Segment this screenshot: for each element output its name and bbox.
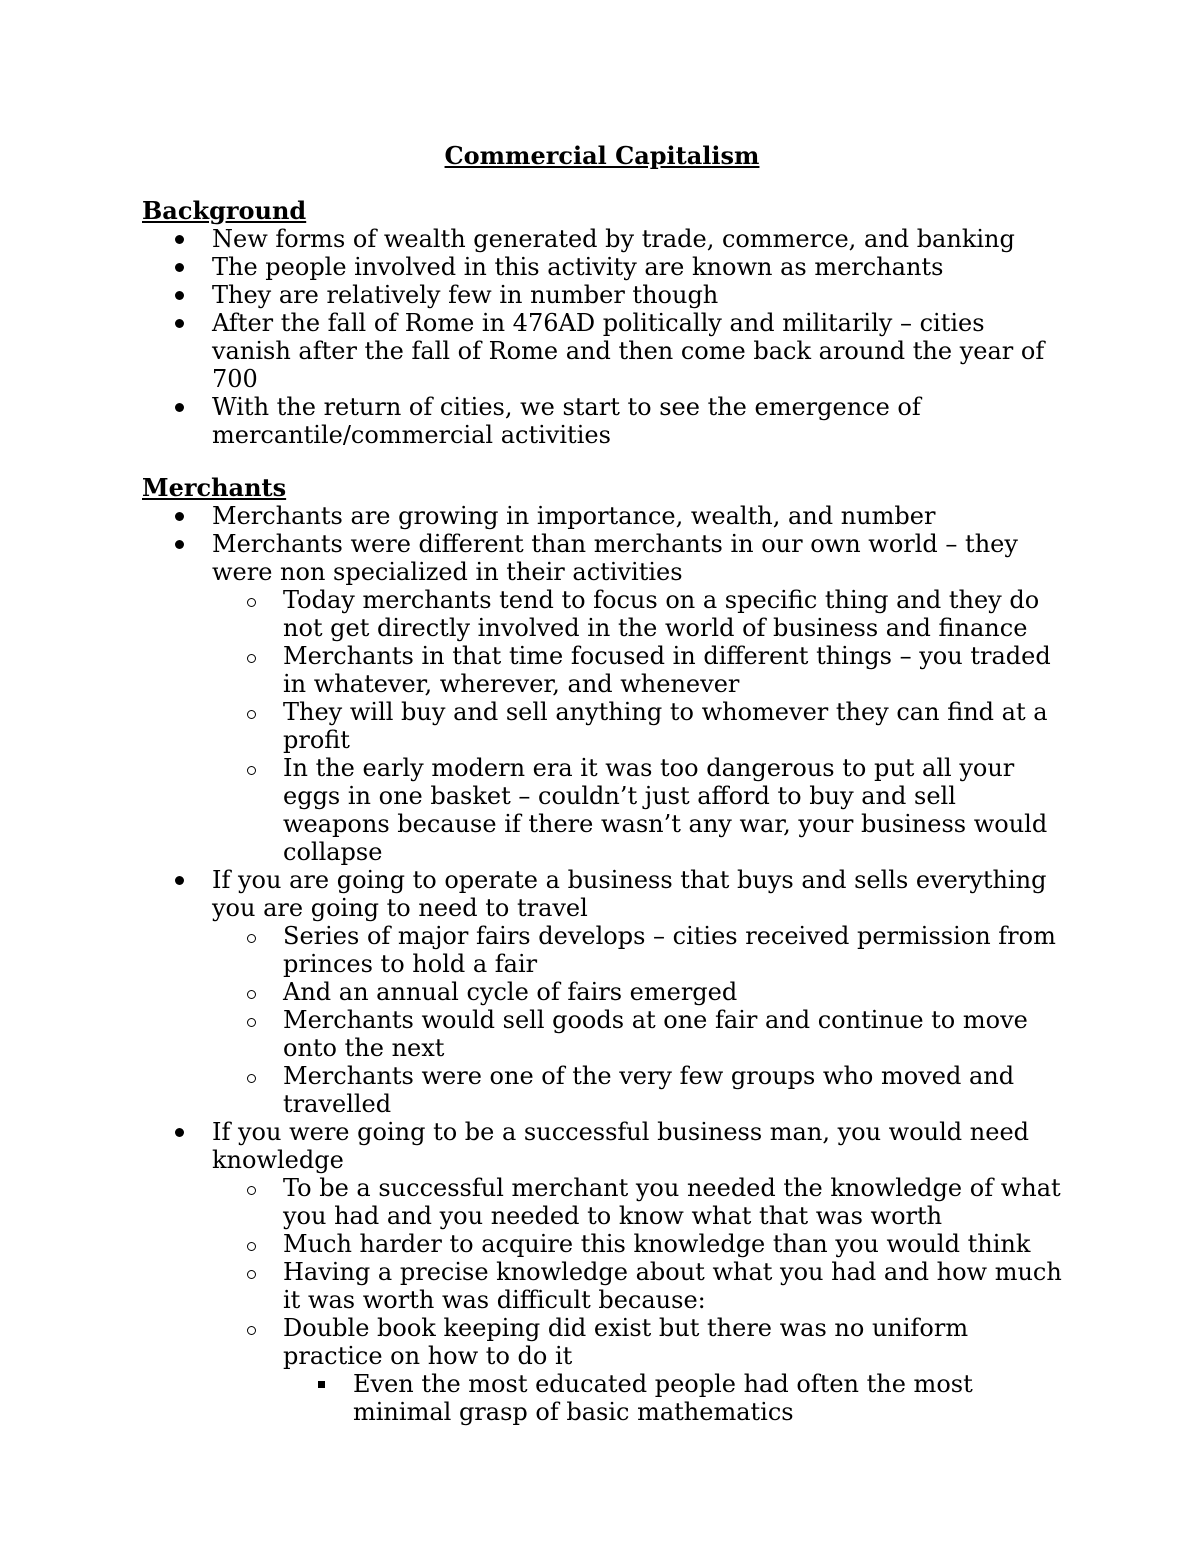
- sub-list-item: [142, 1062, 1062, 1118]
- page-title: Commercial Capitalism: [444, 141, 760, 170]
- list-item: [142, 393, 1062, 449]
- sub-list-item-text: Double book keeping did exist but there was no uniform practice on how to do it: [283, 1314, 969, 1370]
- sub-list-item: [142, 922, 1062, 978]
- sub-list-item: [142, 1174, 1062, 1230]
- sub-list-item-text: Having a precise knowledge about what you had and how much it was worth was difficult because:: [283, 1258, 1062, 1314]
- sub-list-item: [142, 978, 1062, 1006]
- sub-list-item: [142, 642, 1062, 698]
- section-background: [142, 197, 1062, 449]
- sub-list-item-text: Merchants would sell goods at one fair and continue to move onto the next: [283, 1006, 1028, 1062]
- sub-list-item-text: Merchants were one of the very few groups who moved and travelled: [283, 1062, 1015, 1118]
- sub-list-item-text: In the early modern era it was too dangerous to put all your eggs in one basket – couldn’t just afford to buy and sell weapons because if there wasn’t any war, your business would collapse: [283, 754, 1048, 866]
- sub-list-item: [142, 1230, 1062, 1258]
- sub-list-item-text: And an annual cycle of fairs emerged: [283, 978, 738, 1006]
- document-page: [142, 142, 1062, 1426]
- list-item: [142, 502, 1062, 530]
- list-item: [142, 1118, 1062, 1174]
- section-merchants: [142, 474, 1062, 1426]
- list-item: [142, 866, 1062, 922]
- sub-list-item-text: Series of major fairs develops – cities received permission from princes to hold a fair: [283, 922, 1056, 978]
- list-item-text: If you are going to operate a business that buys and sells everything you are going to need to travel: [212, 866, 1047, 922]
- list-item-text: They are relatively few in number though: [212, 281, 719, 309]
- bullet-list: [142, 225, 1062, 449]
- list-item-text: Merchants are growing in importance, wealth, and number: [212, 502, 936, 530]
- sub-list-item: [142, 698, 1062, 754]
- list-item: [142, 530, 1062, 586]
- sub-list-item: [142, 1258, 1062, 1314]
- bullet-list: [142, 502, 1062, 1426]
- sub-list-item-text: They will buy and sell anything to whomever they can find at a profit: [283, 698, 1048, 754]
- list-item-text: The people involved in this activity are known as merchants: [212, 253, 944, 281]
- list-item: [142, 309, 1062, 393]
- list-item-text: After the fall of Rome in 476AD politically and militarily – cities vanish after the fall of Rome and then come back around the year of 700: [212, 309, 1045, 393]
- sub-sub-list-item: [142, 1370, 1062, 1426]
- list-item: [142, 281, 1062, 309]
- list-item-text: New forms of wealth generated by trade, commerce, and banking: [212, 225, 1015, 253]
- sub-list-item: [142, 586, 1062, 642]
- sub-list-item: [142, 754, 1062, 866]
- list-item-text: Merchants were different than merchants in our own world – they were non specialized in their activities: [212, 530, 1018, 586]
- section-heading: Background: [142, 196, 307, 225]
- list-item-text: If you were going to be a successful business man, you would need knowledge: [212, 1118, 1030, 1174]
- list-item: [142, 253, 1062, 281]
- sub-list-item: [142, 1314, 1062, 1370]
- sub-list-item-text: Merchants in that time focused in different things – you traded in whatever, wherever, and whenever: [283, 642, 1051, 698]
- list-item-text: With the return of cities, we start to see the emergence of mercantile/commercial activities: [212, 393, 921, 449]
- sub-list-item: [142, 1006, 1062, 1062]
- list-item: [142, 225, 1062, 253]
- sub-list-item-text: Today merchants tend to focus on a specific thing and they do not get directly involved in the world of business and finance: [283, 586, 1040, 642]
- section-heading: Merchants: [142, 473, 287, 502]
- sub-list-item-text: To be a successful merchant you needed the knowledge of what you had and you needed to know what that was worth: [283, 1174, 1061, 1230]
- sub-list-item-text: Much harder to acquire this knowledge than you would think: [283, 1230, 1031, 1258]
- sub-sub-list-item-text: Even the most educated people had often the most minimal grasp of basic mathematics: [353, 1370, 973, 1426]
